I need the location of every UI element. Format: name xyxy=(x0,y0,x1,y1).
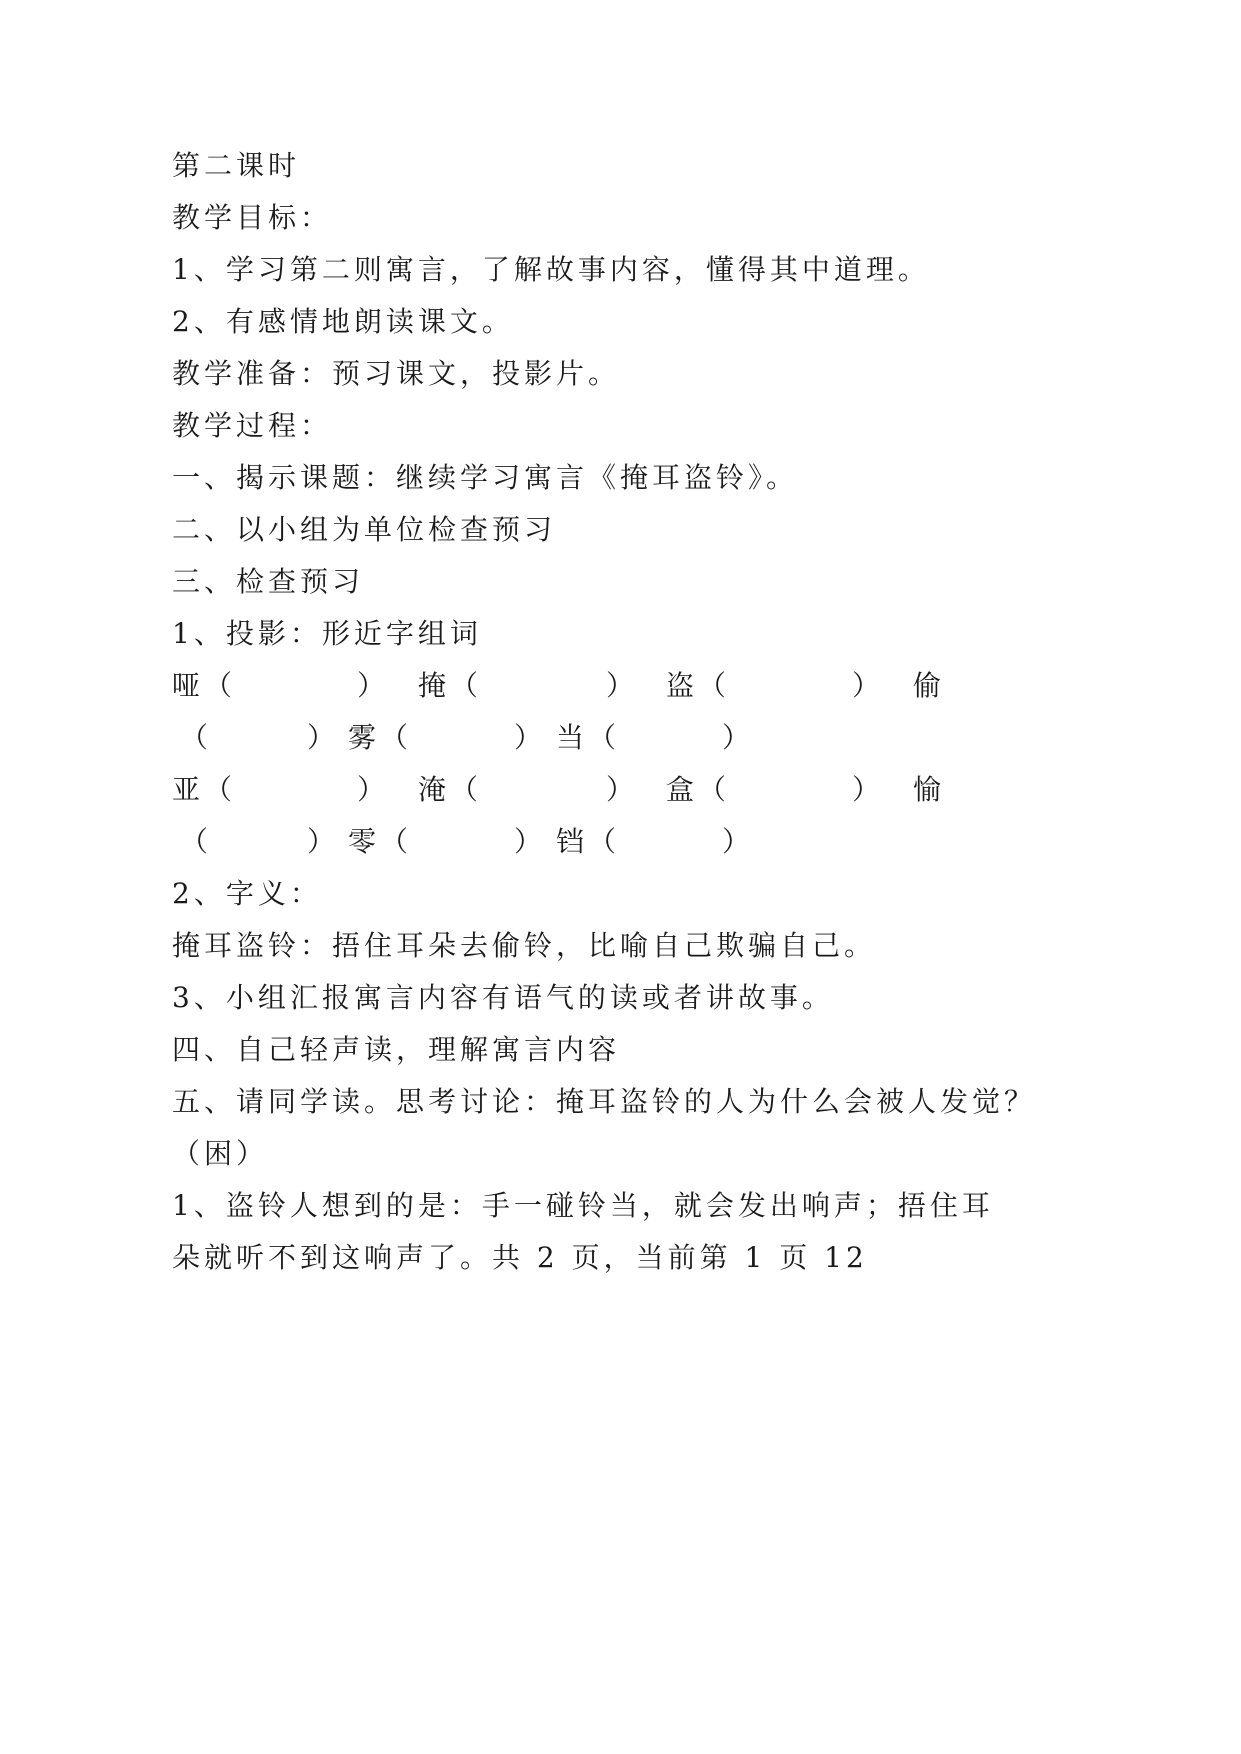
exercise-cell: ） xyxy=(357,773,390,806)
step-3-item-1: 1、投影：形近字组词 xyxy=(172,617,482,650)
exercise-cell: 掩（ xyxy=(418,669,483,702)
section-heading-process: 教学过程： xyxy=(172,409,333,442)
exercise-cell: 盒（ xyxy=(666,773,731,806)
step-3-item-3: 3、小组汇报寓言内容有语气的读或者讲故事。 xyxy=(172,981,834,1014)
word-exercise-row-2a xyxy=(172,764,947,816)
step-5-item-1-continued: 朵就听不到这响声了。共 2 页，当前第 1 页 12 xyxy=(172,1241,868,1274)
exercise-cell: 雾（ xyxy=(348,721,413,754)
exercise-cell: 盗（ xyxy=(666,669,731,702)
exercise-cell: 偷 xyxy=(913,669,946,702)
exercise-cell: ） xyxy=(357,669,390,702)
step-1: 一、揭示课题：继续学习寓言《掩耳盗铃》。 xyxy=(172,461,799,494)
exercise-cell: 亚（ xyxy=(172,773,237,806)
step-3-item-2: 2、字义： xyxy=(172,877,322,910)
exercise-cell: ） xyxy=(852,773,885,806)
preparation-line: 教学准备：预习课文，投影片。 xyxy=(172,357,621,390)
exercise-cell: 哑（ xyxy=(172,669,237,702)
word-exercise-row-1b xyxy=(172,712,947,764)
exercise-cell: ） xyxy=(606,773,639,806)
step-5: 五、请同学读。思考讨论：掩耳盗铃的人为什么会被人发觉？ xyxy=(172,1085,1037,1118)
exercise-cell: ） xyxy=(722,825,755,858)
exercise-cell: ） xyxy=(307,825,340,858)
exercise-cell: ） xyxy=(722,721,755,754)
exercise-cell: 零（ xyxy=(348,825,413,858)
exercise-cell: （ xyxy=(180,721,213,754)
lesson-title: 第二课时 xyxy=(172,149,301,182)
exercise-cell: ） xyxy=(606,669,639,702)
exercise-cell: ） xyxy=(307,721,340,754)
idiom-definition: 掩耳盗铃：捂住耳朵去偷铃，比喻自己欺骗自己。 xyxy=(172,929,877,962)
exercise-cell: 当（ xyxy=(556,721,621,754)
exercise-cell: ） xyxy=(852,669,885,702)
exercise-cell: 愉 xyxy=(913,773,946,806)
document-body xyxy=(172,140,1037,1284)
step-4: 四、自己轻声读，理解寓言内容 xyxy=(172,1033,621,1066)
exercise-cell: 铛（ xyxy=(556,825,621,858)
goal-item-2: 2、有感情地朗读课文。 xyxy=(172,305,514,338)
exercise-cell: ） xyxy=(514,825,547,858)
section-heading-goals: 教学目标： xyxy=(172,201,333,234)
step-3: 三、检查预习 xyxy=(172,565,365,598)
goal-item-1: 1、学习第二则寓言，了解故事内容，懂得其中道理。 xyxy=(172,253,930,286)
exercise-cell: （ xyxy=(180,825,213,858)
step-5-note: （困） xyxy=(172,1137,269,1170)
exercise-cell: ） xyxy=(514,721,547,754)
step-2: 二、以小组为单位检查预习 xyxy=(172,513,557,546)
step-5-item-1: 1、盗铃人想到的是：手一碰铃当，就会发出响声；捂住耳 xyxy=(172,1189,994,1222)
word-exercise-row-2b xyxy=(172,816,947,868)
word-exercise-row-1a xyxy=(172,660,947,712)
exercise-cell: 淹（ xyxy=(418,773,483,806)
